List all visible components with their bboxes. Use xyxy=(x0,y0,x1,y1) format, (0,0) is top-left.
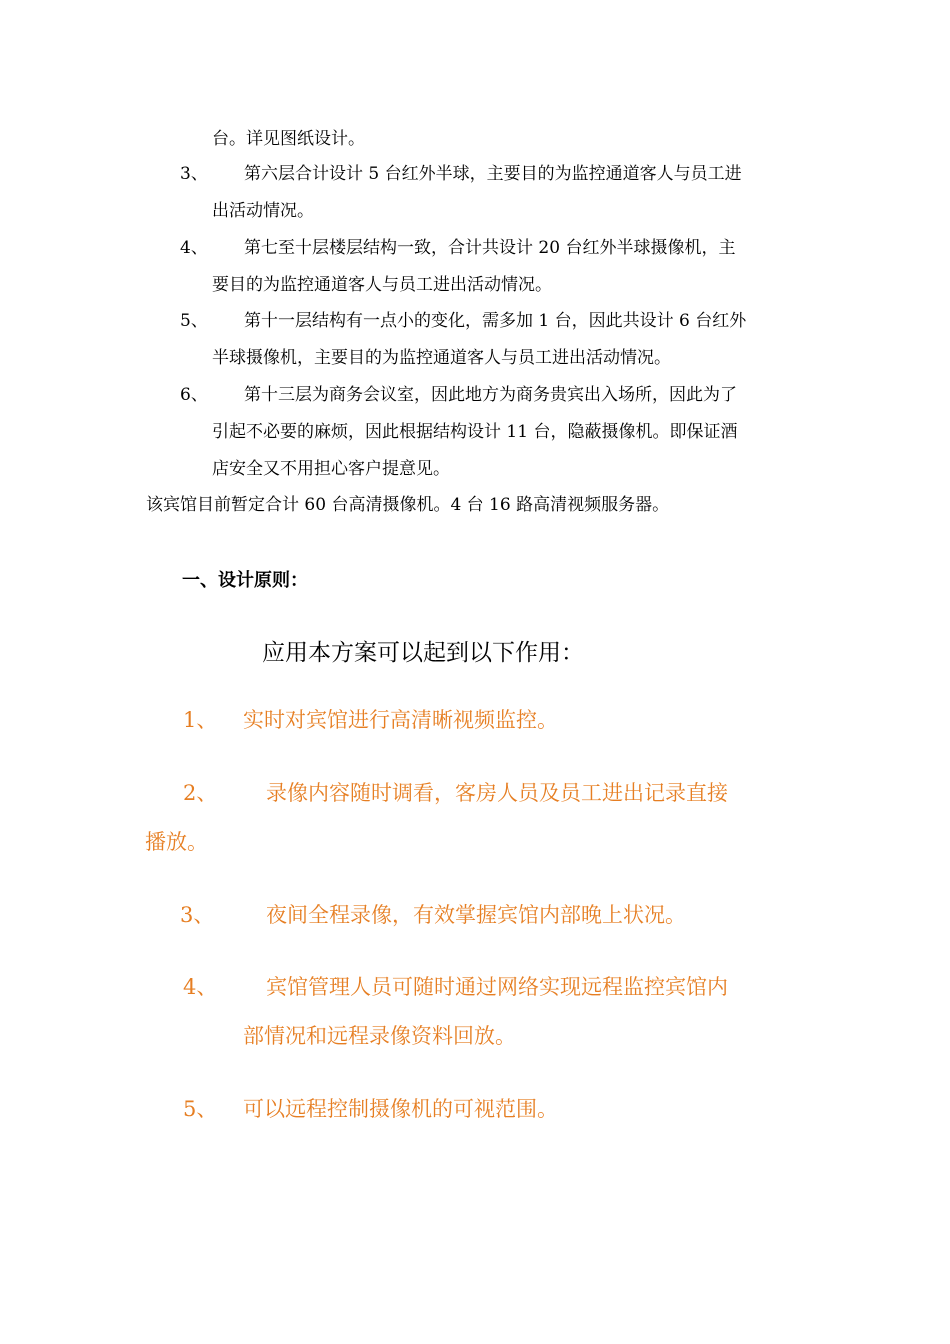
effect-number: 3、 xyxy=(180,903,215,927)
effect-text: 可以远程控制摄像机的可视范围。 xyxy=(243,1097,558,1121)
effect-text: 实时对宾馆进行高清晰视频监控。 xyxy=(243,708,558,732)
section-heading: 一、设计原则： xyxy=(182,570,308,591)
summary-text: 该宾馆目前暂定合计 60 台高清摄像机。4 台 16 路高清视频服务器。 xyxy=(146,495,670,515)
effect-text: 夜间全程录像，有效掌握宾馆内部晚上状况。 xyxy=(266,903,686,927)
list-item-number: 6、 xyxy=(180,385,208,405)
list-item-text: 台。详见图纸设计。 xyxy=(212,129,365,149)
intro-text: 应用本方案可以起到以下作用： xyxy=(262,640,584,666)
list-item-text: 出活动情况。 xyxy=(212,201,314,221)
effect-number: 1、 xyxy=(183,708,218,732)
effect-text: 播放。 xyxy=(145,830,208,854)
effect-text: 宾馆管理人员可随时通过网络实现远程监控宾馆内 xyxy=(266,975,728,999)
list-item-text: 引起不必要的麻烦，因此根据结构设计 11 台，隐蔽摄像机。即保证酒 xyxy=(212,422,738,442)
list-item-text: 第十三层为商务会议室，因此地方为商务贵宾出入场所，因此为了 xyxy=(244,385,737,405)
list-item-text: 半球摄像机，主要目的为监控通道客人与员工进出活动情况。 xyxy=(212,348,671,368)
effect-number: 5、 xyxy=(183,1097,218,1121)
list-item-text: 第十一层结构有一点小的变化，需多加 1 台，因此共设计 6 台红外 xyxy=(244,311,747,331)
effect-number: 4、 xyxy=(183,975,218,999)
effect-text: 部情况和远程录像资料回放。 xyxy=(243,1024,516,1048)
list-item-number: 3、 xyxy=(180,164,208,184)
list-item-text: 第七至十层楼层结构一致，合计共设计 20 台红外半球摄像机，主 xyxy=(244,238,736,258)
effect-text: 录像内容随时调看，客房人员及员工进出记录直接 xyxy=(266,781,728,805)
list-item-number: 4、 xyxy=(180,238,208,258)
effect-number: 2、 xyxy=(183,781,218,805)
list-item-number: 5、 xyxy=(180,311,208,331)
list-item-text: 要目的为监控通道客人与员工进出活动情况。 xyxy=(212,275,552,295)
list-item-text: 店安全又不用担心客户提意见。 xyxy=(212,459,450,479)
list-item-text: 第六层合计设计 5 台红外半球，主要目的为监控通道客人与员工进 xyxy=(244,164,742,184)
